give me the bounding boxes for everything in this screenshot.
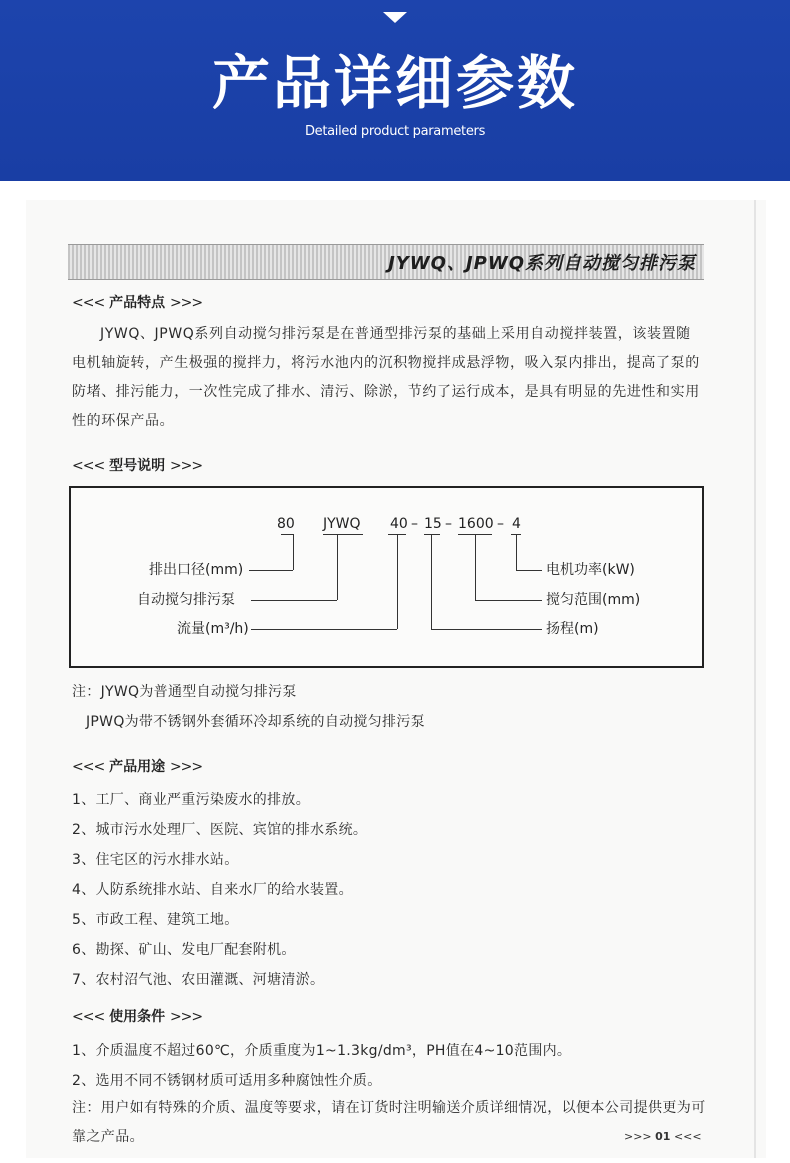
usage-item: 7、农村沼气池、农田灌溉、河塘清淤。 (72, 972, 325, 988)
page-number-right: <<< (673, 1130, 702, 1143)
conditions-note: 注：用户如有特殊的介质、温度等要求，请在订货时注明输送介质详细情况，以便本公司提供更为可靠之产品。 (72, 1100, 706, 1145)
leader-line (323, 534, 363, 535)
code-diameter: 80 (277, 516, 295, 532)
leader-line (293, 534, 294, 570)
section-title: 产品特点 (109, 295, 166, 311)
leader-line (337, 534, 338, 600)
banner-title: 产品详细参数 (211, 49, 578, 117)
leader-line (249, 570, 293, 571)
code-dash: – (411, 516, 418, 532)
label-stir-range: 搅匀范围(mm) (546, 592, 641, 608)
section-heading-conditions (72, 1006, 202, 1026)
chevron-right-icon: >>> (169, 759, 203, 775)
code-dash: – (445, 516, 452, 532)
banner-notch (383, 12, 407, 23)
page-number-value: 01 (655, 1130, 671, 1143)
section-heading-features (72, 292, 202, 312)
model-note-jpwq: JPWQ为带不锈钢外套循环冷却系统的自动搅匀排污泵 (86, 714, 425, 730)
leader-line (516, 534, 517, 570)
leader-line (424, 534, 440, 535)
usage-item: 6、勘探、矿山、发电厂配套附机。 (72, 942, 296, 958)
leader-line (516, 570, 542, 571)
code-head: 15 (424, 516, 442, 532)
features-paragraph: JYWQ、JPWQ系列自动搅匀排污泵是在普通型排污泵的基础上采用自动搅拌装置，该装置随电机轴旋转，产生极强的搅拌力，将污水池内的沉积物搅拌成悬浮物，吸入泵内排出，提高了泵的防堵、排污能力，一次性完成了排水、清污、除淤，节约了运行成本，是具有明显的先进性和实用性的环保产品。 (72, 326, 700, 429)
code-range: 1600 (458, 516, 494, 532)
model-code-diagram (69, 486, 704, 668)
label-motor-power: 电机功率(kW) (546, 562, 635, 578)
document-title: JYWQ、JPWQ系列自动搅匀排污泵 (388, 253, 696, 274)
usage-item: 4、人防系统排水站、自来水厂的给水装置。 (72, 882, 353, 898)
page-number-left: >>> (624, 1130, 652, 1143)
usage-item: 3、住宅区的污水排水站。 (72, 852, 239, 868)
condition-item: 1、介质温度不超过60℃，介质重度为1~1.3kg/dm³，PH值在4~10范围内。 (72, 1043, 572, 1059)
condition-item: 2、选用不同不锈钢材质可适用多种腐蚀性介质。 (72, 1073, 382, 1089)
chevron-left-icon: <<< (72, 458, 105, 474)
leader-line (251, 629, 397, 630)
usage-item: 5、市政工程、建筑工地。 (72, 912, 239, 928)
leader-line (431, 534, 432, 629)
header-banner (0, 0, 790, 181)
chevron-left-icon: <<< (72, 759, 105, 775)
chevron-right-icon: >>> (169, 458, 203, 474)
leader-line (475, 600, 542, 601)
leader-line (431, 629, 542, 630)
page-edge (754, 200, 756, 1158)
section-title: 产品用途 (109, 759, 166, 775)
leader-line (251, 600, 337, 601)
code-series: JYWQ (323, 516, 361, 532)
section-heading-usage (72, 756, 202, 776)
leader-line (475, 534, 476, 600)
leader-line (281, 534, 293, 535)
label-pump-type: 自动搅匀排污泵 (137, 592, 235, 608)
label-outlet-diameter: 排出口径(mm) (149, 562, 244, 578)
page-number (624, 1130, 702, 1143)
document-title-bar (68, 244, 704, 280)
section-title: 型号说明 (109, 458, 166, 474)
label-head: 扬程(m) (546, 621, 599, 637)
section-heading-model (72, 455, 202, 475)
chevron-left-icon: <<< (72, 295, 105, 311)
chevron-right-icon: >>> (169, 295, 203, 311)
leader-line (397, 534, 398, 629)
usage-item: 2、城市污水处理厂、医院、宾馆的排水系统。 (72, 822, 368, 838)
model-note-jywq: 注：JYWQ为普通型自动搅匀排污泵 (72, 684, 297, 700)
banner-subtitle: Detailed product parameters (304, 124, 486, 139)
usage-item: 1、工厂、商业严重污染废水的排放。 (72, 792, 311, 808)
code-dash: – (497, 516, 504, 532)
code-flow: 40 (390, 516, 408, 532)
label-flow: 流量(m³/h) (177, 621, 249, 637)
section-title: 使用条件 (109, 1009, 166, 1025)
chevron-left-icon: <<< (72, 1009, 105, 1025)
code-power: 4 (512, 516, 521, 532)
chevron-right-icon: >>> (169, 1009, 203, 1025)
